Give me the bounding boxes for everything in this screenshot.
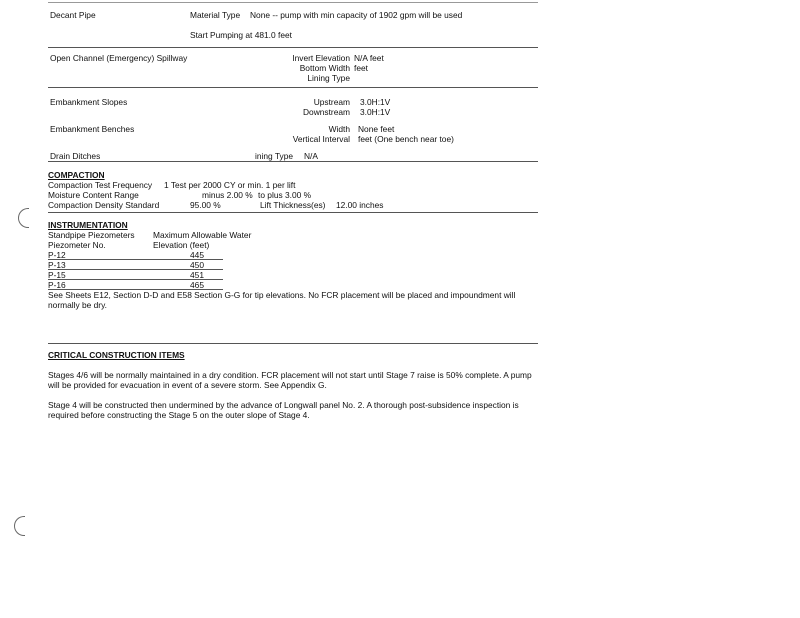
rule-2 (48, 87, 538, 88)
slopes-label: Embankment Slopes (50, 97, 128, 107)
piezometer-elev: 451 (190, 270, 204, 280)
rule-4 (48, 212, 538, 213)
compaction-test-value: 1 Test per 2000 CY or min. 1 per lift (164, 180, 296, 190)
benches-value-2: feet (One bench near toe) (358, 134, 454, 144)
drain-label: Drain Ditches (50, 151, 101, 161)
benches-key-1: Width (328, 124, 350, 134)
piezometer-col2-line2: Elevation (feet) (153, 240, 210, 250)
moisture-minus: minus 2.00 % (202, 190, 253, 200)
benches-value-1: None feet (358, 124, 395, 134)
slopes-value-2: 3.0H:1V (360, 107, 391, 117)
instrumentation-heading: INSTRUMENTATION (48, 220, 128, 230)
spillway-key-3: Lining Type (307, 73, 350, 83)
rule-5 (48, 343, 538, 344)
decant-pipe-label: Decant Pipe (50, 10, 96, 20)
spillway-label: Open Channel (Emergency) Spillway (50, 53, 188, 63)
density-label: Compaction Density Standard (48, 200, 160, 210)
benches-key-2: Vertical Interval (292, 134, 350, 144)
slopes-key-1: Upstream (313, 97, 350, 107)
piezometer-col1-line1: Standpipe Piezometers (48, 230, 135, 240)
spillway-value-1: N/A feet (354, 53, 384, 63)
density-value: 95.00 % (190, 200, 221, 210)
lift-label: Lift Thickness(es) (260, 200, 326, 210)
scan-mark (18, 208, 29, 228)
rule-1 (48, 47, 538, 48)
top-rule (48, 2, 538, 3)
spillway-key-2: Bottom Width (299, 63, 350, 73)
compaction-test-label: Compaction Test Frequency (48, 180, 153, 190)
scan-mark (14, 516, 25, 536)
piezometer-elev: 450 (190, 260, 204, 270)
drain-value: N/A (304, 151, 318, 161)
moisture-label: Moisture Content Range (48, 190, 139, 200)
critical-heading: CRITICAL CONSTRUCTION ITEMS (48, 350, 185, 360)
drain-key: ining Type (255, 151, 294, 161)
moisture-plus: to plus 3.00 % (258, 190, 312, 200)
decant-pipe-key: Material Type (190, 10, 241, 20)
critical-paragraph-1: Stages 4/6 will be normally maintained in a dry condition. FCR placement will not start until Stage 7 raise is 50% complete. A pump will be provided for evacuation in event of a severe storm. See Appendix G. (48, 370, 532, 390)
piezometer-no: P-13 (48, 260, 66, 270)
piezometer-no: P-15 (48, 270, 66, 280)
compaction-heading: COMPACTION (48, 170, 105, 180)
critical-paragraph-2: Stage 4 will be constructed then undermined by the advance of Longwall panel No. 2. A thorough post-subsidence inspection is required before constructing the Stage 5 on the outer slope of Stage 4. (48, 400, 519, 420)
spillway-value-2: feet (354, 63, 368, 73)
piezometer-no: P-12 (48, 250, 66, 260)
piezometer-elev: 465 (190, 280, 204, 290)
slopes-value-1: 3.0H:1V (360, 97, 391, 107)
piezometer-col2-line1: Maximum Allowable Water (153, 230, 252, 240)
benches-label: Embankment Benches (50, 124, 135, 134)
instrumentation-note: See Sheets E12, Section D-D and E58 Section G-G for tip elevations. No FCR placement will be placed and impoundment will normally be dry. (48, 290, 516, 310)
spillway-key-1: Invert Elevation (292, 53, 350, 63)
piezometer-col1-line2: Piezometer No. (48, 240, 106, 250)
decant-pipe-start: Start Pumping at 481.0 feet (190, 30, 292, 40)
lift-value: 12.00 inches (336, 200, 384, 210)
decant-pipe-value: None -- pump with min capacity of 1902 gpm will be used (250, 10, 463, 20)
slopes-key-2: Downstream (302, 107, 350, 117)
rule-3 (48, 161, 538, 162)
piezometer-elev: 445 (190, 250, 204, 260)
piezometer-no: P-16 (48, 280, 66, 290)
